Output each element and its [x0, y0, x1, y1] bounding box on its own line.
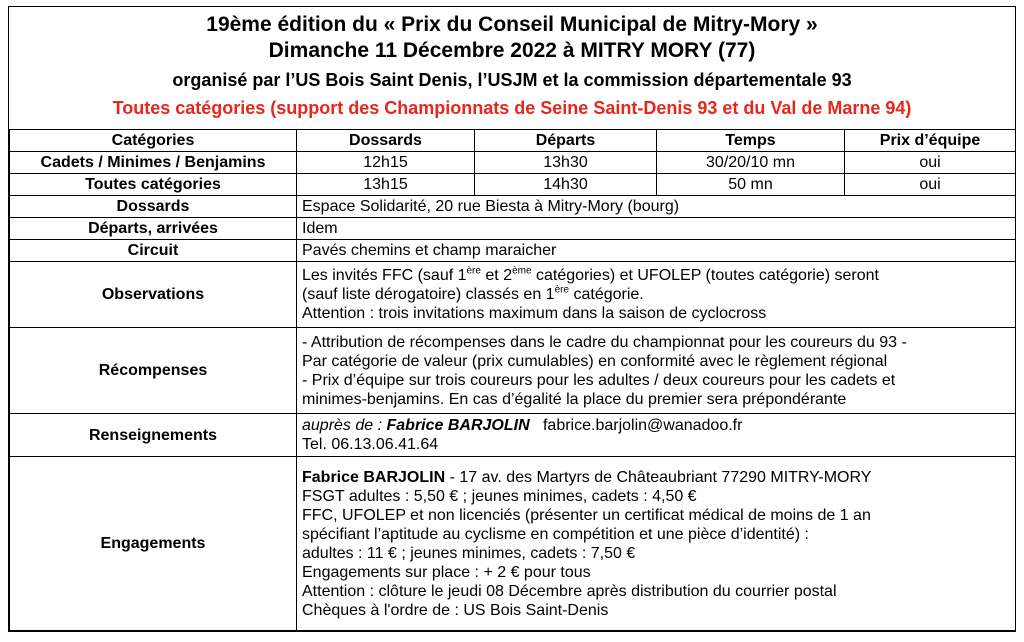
schedule-header-row: [10, 130, 1016, 152]
col-header-categories: Catégories: [10, 130, 297, 152]
observations-line: Attention : trois invitations maximum dans la saison de cyclocross: [302, 305, 767, 322]
contact-line: [302, 416, 1011, 435]
row-category: Cadets / Minimes / Benjamins: [10, 152, 297, 174]
engagements-line: Attention : clôture le jeudi 08 Décembre après distribution du courrier postal: [302, 582, 837, 600]
engagements-line: adultes : 11 € ; jeunes minimes, cadets : 7,50 €: [302, 544, 636, 562]
circuit-value: Pavés chemins et champ maraicher: [297, 240, 1016, 262]
engagements-line: FSGT adultes : 5,50 € ; jeunes minimes, cadets : 4,50 €: [302, 487, 697, 505]
row-temps: 50 mn: [657, 174, 845, 196]
circuit-row: [10, 240, 1016, 262]
row-departs: 14h30: [475, 174, 657, 196]
contact-name: Fabrice BARJOLIN: [386, 417, 530, 434]
row-category: Toutes catégories: [10, 174, 297, 196]
engagements-line: Engagements sur place : + 2 € pour tous: [302, 563, 591, 581]
event-title: 19ème édition du « Prix du Conseil Municipal de Mitry-Mory »: [206, 13, 818, 36]
aupres-text: auprès de :: [302, 417, 387, 434]
departs-value: Idem: [297, 218, 1016, 240]
recompenses-label: Récompenses: [10, 328, 297, 414]
recompenses-line: minimes-benjamins. En cas d’égalité la place du premier sera prépondérante: [302, 390, 847, 408]
renseignements-value: [297, 414, 1016, 457]
circuit-label: Circuit: [10, 240, 297, 262]
engagements-line: Chèques à l'ordre de : US Bois Saint-Denis: [302, 601, 609, 619]
col-header-departs: Départs: [475, 130, 657, 152]
observations-value: [297, 262, 1016, 328]
col-header-dossards: Dossards: [297, 130, 475, 152]
organizers: organisé par l’US Bois Saint Denis, l’USJM et la commission départementale 93: [172, 70, 852, 90]
row-prix-equipe: oui: [845, 174, 1016, 196]
engagements-line: spécifiant l’aptitude au cyclisme en compétition et une pièce d’identité) :: [302, 525, 809, 543]
observations-line: (sauf liste dérogatoire) classés en 1ère catégorie.: [302, 284, 644, 303]
recompenses-line: - Attribution de récompenses dans le cadre du championnat pour les coureurs du 93 -: [302, 333, 907, 351]
event-date-location: Dimanche 11 Décembre 2022 à MITRY MORY (77): [268, 39, 756, 62]
contact-email[interactable]: fabrice.barjolin@wanadoo.fr: [542, 417, 743, 434]
observations-line: Les invités FFC (sauf 1ère et 2ème catégories) et UFOLEP (toutes catégorie) seront: [302, 265, 879, 284]
engagements-name: Fabrice BARJOLIN: [302, 468, 446, 486]
recompenses-value: [297, 328, 1016, 414]
recompenses-line: Par catégorie de valeur (prix cumulables) en conformité avec le règlement régional: [302, 352, 888, 370]
recompenses-row: [10, 328, 1016, 414]
dossards-row: [10, 196, 1016, 218]
row-prix-equipe: oui: [845, 152, 1016, 174]
departs-row: [10, 218, 1016, 240]
categories-banner: Toutes catégories (support des Championnats de Seine Saint-Denis 93 et du Val de Marne 94): [112, 98, 912, 118]
col-header-prix-equipe: Prix d’équipe: [845, 130, 1016, 152]
recompenses-line: - Prix d’équipe sur trois coureurs pour les adultes / deux coureurs pour les cadets et: [302, 371, 896, 389]
observations-row: [10, 262, 1016, 328]
schedule-row: [10, 152, 1016, 174]
engagements-row: [10, 457, 1016, 631]
dossards-label: Dossards: [10, 196, 297, 218]
row-dossards: 13h15: [297, 174, 475, 196]
info-table: [9, 129, 1016, 631]
renseignements-label: Renseignements: [10, 414, 297, 457]
row-dossards: 12h15: [297, 152, 475, 174]
dossards-value: Espace Solidarité, 20 rue Biesta à Mitry-Mory (bourg): [297, 196, 1016, 218]
event-sheet: [8, 6, 1016, 632]
row-departs: 13h30: [475, 152, 657, 174]
observations-label: Observations: [10, 262, 297, 328]
engagements-address: Fabrice BARJOLIN - 17 av. des Martyrs de Châteaubriant 77290 MITRY-MORY: [302, 468, 872, 486]
engagements-line: FFC, UFOLEP et non licenciés (présenter un certificat médical de moins de 1 an: [302, 506, 871, 524]
col-header-temps: Temps: [657, 130, 845, 152]
departs-label: Départs, arrivées: [10, 218, 297, 240]
renseignements-row: [10, 414, 1016, 457]
contact-phone: Tel. 06.13.06.41.64: [302, 436, 439, 453]
engagements-value: [297, 457, 1016, 631]
engagements-label: Engagements: [10, 457, 297, 631]
header: [9, 7, 1015, 129]
row-temps: 30/20/10 mn: [657, 152, 845, 174]
schedule-row: [10, 174, 1016, 196]
